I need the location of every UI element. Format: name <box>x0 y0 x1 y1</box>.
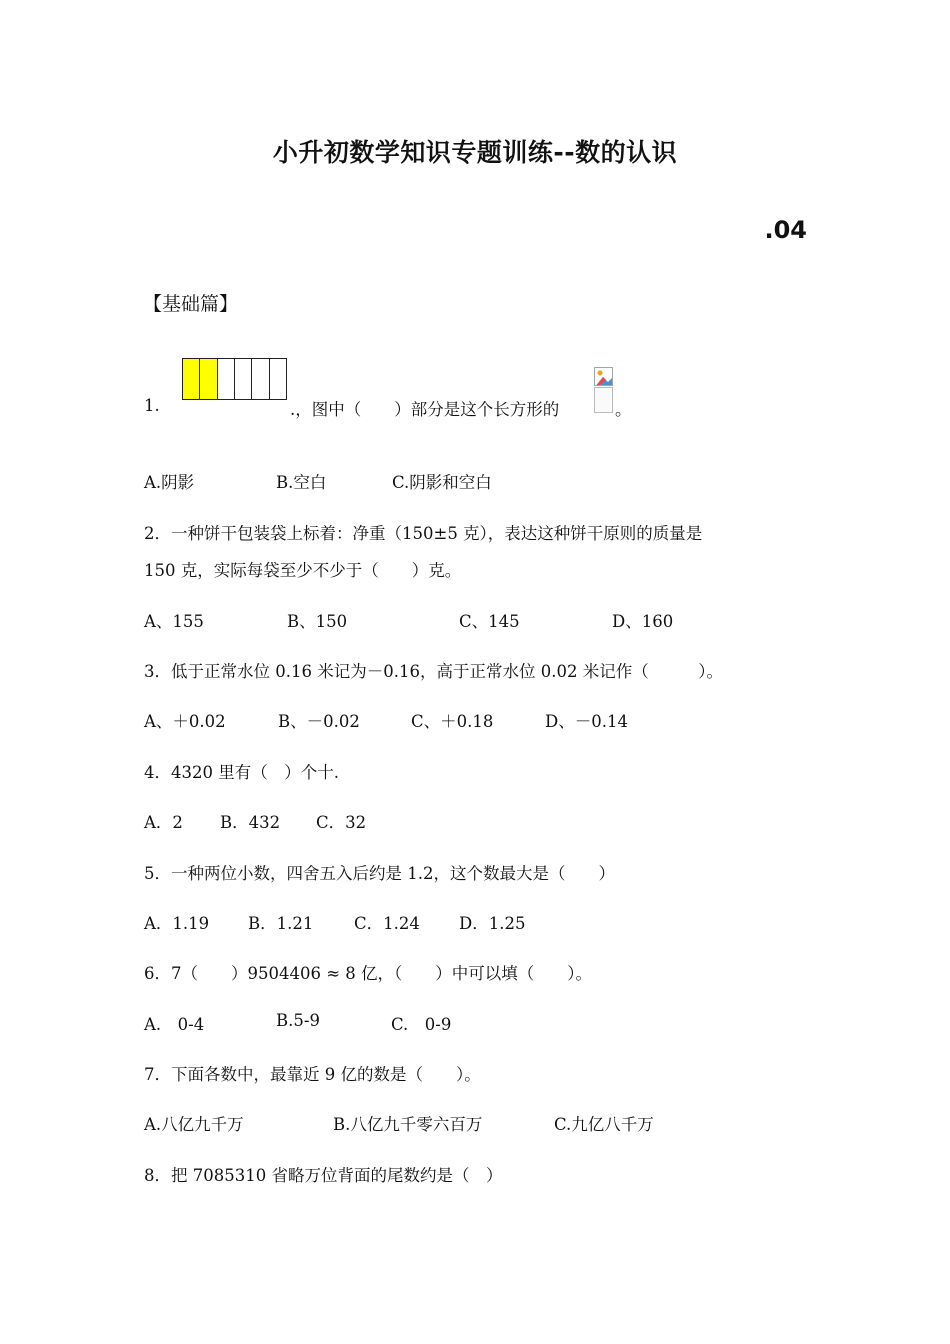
q5-option-b: B．1.21 <box>248 914 314 933</box>
shaded-cell <box>200 359 217 399</box>
blank-cell <box>235 359 252 399</box>
page-title: 小升初数学知识专题训练--数的认识 <box>272 138 678 167</box>
q4-option-b: B．432 <box>220 813 281 832</box>
q5-option-c: C．1.24 <box>354 914 420 933</box>
q5-option-d: D．1.25 <box>459 914 526 933</box>
q3-text: 3．低于正常水位 0.16 米记为－0.16，高于正常水位 0.02 米记作（ ）。 <box>144 662 723 681</box>
q1-suffix: 。 <box>615 400 632 419</box>
q3-option-c: C、＋0.18 <box>411 712 494 731</box>
q1-option-a: A.阴影 <box>144 473 195 492</box>
blank-cell <box>252 359 269 399</box>
q1-option-c: C.阴影和空白 <box>392 473 492 492</box>
q4-text: 4．4320 里有（ ）个十. <box>144 763 339 782</box>
q2-text-line1: 2．一种饼干包装袋上标着：净重（150±5 克），表达这种饼干原则的质量是 <box>144 524 703 543</box>
q2-text-line2: 150 克，实际每袋至少不少于（ ）克。 <box>144 561 462 580</box>
q7-option-b: B.八亿九千零六百万 <box>333 1115 483 1134</box>
q5-text: 5．一种两位小数，四舍五入后约是 1.2，这个数最大是（ ） <box>144 864 615 883</box>
q5-option-a: A．1.19 <box>144 914 210 933</box>
q3-option-b: B、－0.02 <box>278 712 360 731</box>
q1-option-b: B.空白 <box>276 473 327 492</box>
q3-option-a: A、＋0.02 <box>144 712 226 731</box>
q7-option-a: A.八亿九千万 <box>144 1115 244 1134</box>
q6-option-c: C. 0-9 <box>391 1015 452 1034</box>
q6-option-a: A. 0-4 <box>144 1015 205 1034</box>
date-suffix: .04 <box>764 216 807 244</box>
q7-option-c: C.九亿八千万 <box>554 1115 654 1134</box>
q6-option-b: B.5-9 <box>276 1011 320 1030</box>
q2-option-d: D、160 <box>612 612 674 631</box>
q1-number: 1. <box>144 396 160 415</box>
q1-text: .，图中（ ）部分是这个长方形的 <box>290 400 560 419</box>
q2-option-c: C、145 <box>459 612 520 631</box>
q2-option-a: A、155 <box>144 612 204 631</box>
shaded-cell <box>183 359 200 399</box>
q4-option-a: A．2 <box>144 813 183 832</box>
q3-option-d: D、－0.14 <box>545 712 628 731</box>
blank-cell <box>218 359 235 399</box>
q2-option-b: B、150 <box>287 612 348 631</box>
q6-text: 6．7（ ）9504406 ≈ 8 亿，（ ）中可以填（ ）。 <box>144 964 593 983</box>
blank-cell <box>270 359 286 399</box>
q7-text: 7．下面各数中，最靠近 9 亿的数是（ ）。 <box>144 1065 481 1084</box>
fraction-image-icon <box>594 367 613 413</box>
section-heading: 【基础篇】 <box>143 293 239 315</box>
q8-text: 8．把 7085310 省略万位背面的尾数约是（ ） <box>144 1166 503 1185</box>
rectangle-figure <box>182 358 287 400</box>
q4-option-c: C．32 <box>316 813 367 832</box>
